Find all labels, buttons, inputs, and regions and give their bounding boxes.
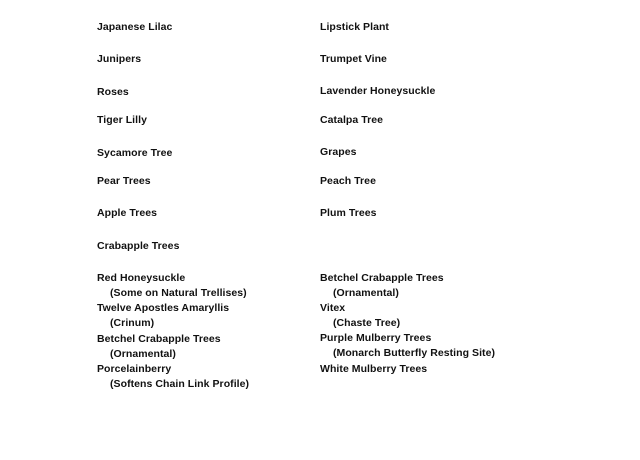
list-item — [97, 271, 247, 301]
list-item — [97, 332, 221, 362]
list-item — [320, 145, 357, 160]
plant-name: Peach Tree — [320, 175, 376, 187]
list-item — [320, 84, 435, 99]
cropped-heading-right — [320, 0, 360, 3]
list-item — [97, 146, 172, 161]
list-item — [320, 362, 427, 377]
list-item — [320, 20, 389, 35]
plant-name: Betchel Crabapple Trees — [320, 272, 444, 284]
plant-name: Tiger Lilly — [97, 114, 147, 126]
plant-note: (Softens Chain Link Profile) — [110, 378, 250, 390]
list-item — [320, 206, 377, 221]
cropped-heading-left — [97, 0, 152, 3]
plant-name: Crabapple Trees — [97, 240, 180, 252]
plant-name: Junipers — [97, 53, 142, 65]
list-item — [97, 52, 141, 67]
plant-note: (Monarch Butterfly Resting Site) — [333, 347, 496, 359]
plant-name: White Mulberry Trees — [320, 363, 428, 375]
plant-name: Japanese Lilac — [97, 21, 173, 33]
list-item — [97, 362, 249, 392]
plant-name: Lipstick Plant — [320, 21, 389, 33]
list-item — [320, 52, 387, 67]
plant-name: Vitex — [320, 302, 346, 314]
plant-name: Twelve Apostles Amaryllis — [97, 302, 230, 314]
plant-note: (Crinum) — [110, 317, 155, 329]
list-item — [320, 271, 444, 301]
plant-name: Roses — [97, 86, 129, 98]
plant-name: Plum Trees — [320, 207, 377, 219]
list-item — [320, 174, 376, 189]
plant-name: Purple Mulberry Trees — [320, 332, 432, 344]
plant-name: Red Honeysuckle — [97, 272, 186, 284]
plant-note: (Ornamental) — [333, 287, 399, 299]
list-item — [97, 20, 172, 35]
plant-name: Trumpet Vine — [320, 53, 387, 65]
list-item — [320, 113, 383, 128]
plant-name: Betchel Crabapple Trees — [97, 333, 221, 345]
list-item — [97, 301, 229, 331]
plant-name: Porcelainberry — [97, 363, 172, 375]
list-item — [97, 113, 147, 128]
plant-note: (Ornamental) — [110, 348, 176, 360]
plant-name: Catalpa Tree — [320, 114, 384, 126]
list-item — [97, 174, 151, 189]
list-item — [97, 206, 157, 221]
list-item — [320, 301, 400, 331]
plant-note: (Some on Natural Trellises) — [110, 287, 247, 299]
list-item — [97, 239, 179, 254]
plant-name: Apple Trees — [97, 207, 158, 219]
plant-name: Sycamore Tree — [97, 147, 173, 159]
plant-note: (Chaste Tree) — [333, 317, 401, 329]
plant-name: Pear Trees — [97, 175, 151, 187]
plant-name: Lavender Honeysuckle — [320, 85, 436, 97]
list-item — [320, 331, 495, 361]
list-item — [97, 85, 129, 100]
plant-name: Grapes — [320, 146, 357, 158]
